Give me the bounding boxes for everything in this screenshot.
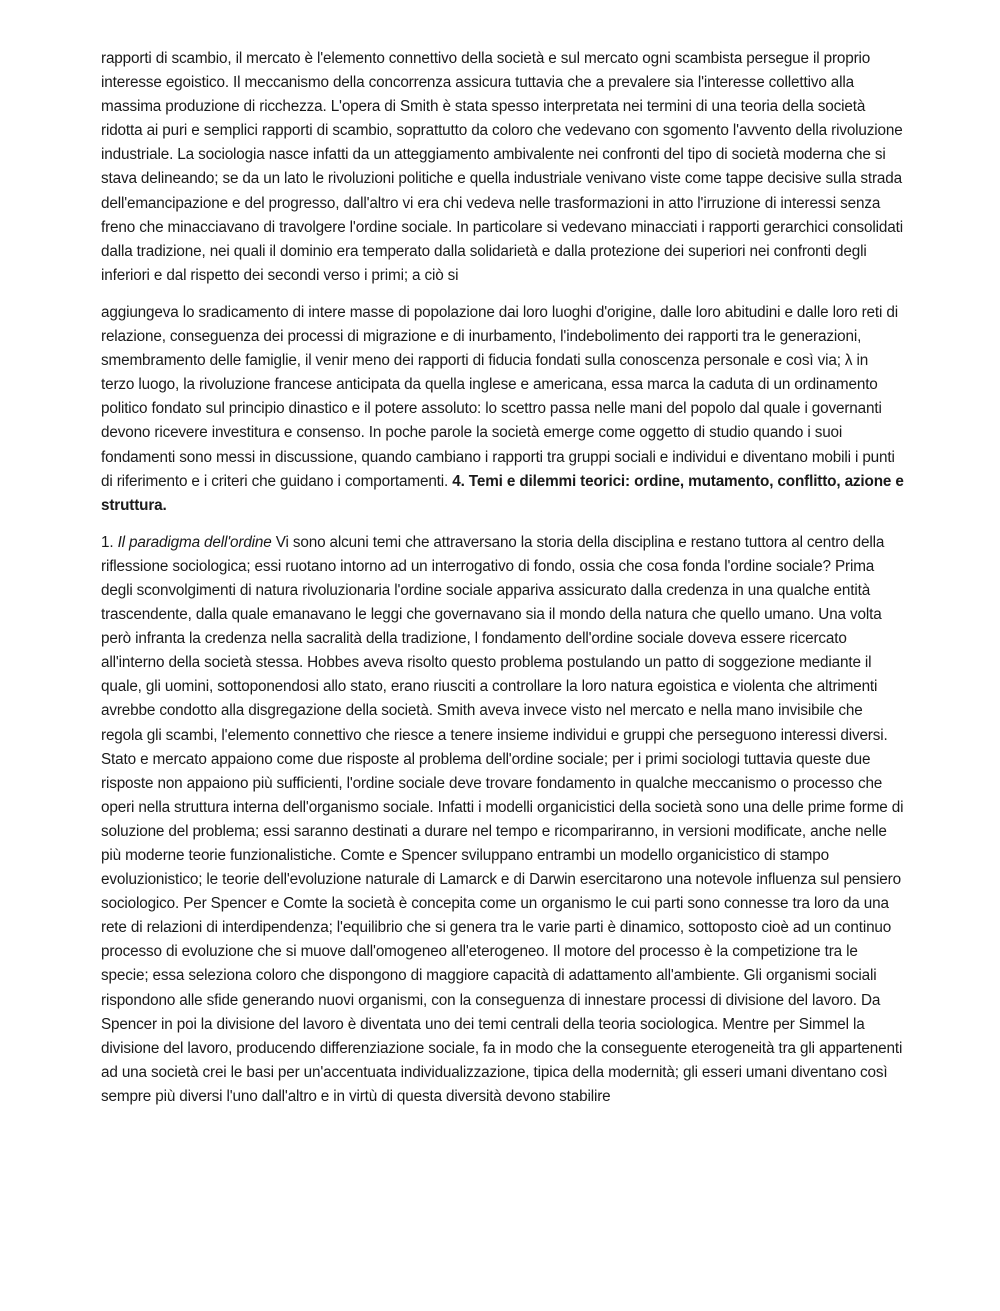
body-paragraph (101, 531, 905, 1109)
subsection-title: Il paradigma dell'ordine (117, 533, 272, 551)
paragraph-text: Vi sono alcuni temi che attraversano la storia della disciplina e restano tuttora al centro della riflessione sociologica; essi ruotano intorno ad un interrogativo di fondo, ossia che cosa fonda l'ordine sociale? Prima degli sconvolgimenti di natura rivoluzionaria l'ordine sociale appariva assicurato dalla credenza in una qualche entità trascendente, dalla quale emanavano le leggi che governavano sia il mondo della natura che quello umano. Una volta però infranta la credenza nella sacralità della tradizione, l fondamento dell'ordine sociale doveva essere ricercato all'interno della società stessa. Hobbes aveva risolto questo problema postulando un patto di soggezione mediante il quale, gli uomini, sottoponendosi allo stato, erano riusciti a controllare la loro natura egoistica e violenta che altrimenti avrebbe condotto alla disgregazione della società. Smith aveva invece visto nel mercato e nella mano invisibile che regola gli scambi, l'elemento connettivo che riesce a tenere insieme individui e gruppi che perseguono interessi diversi. Stato e mercato appaiono come due risposte al problema dell'ordine sociale; per i primi sociologi tuttavia queste due risposte non appaiono più sufficienti, l'ordine sociale deve trovare fondamento in qualche meccanismo o processo che operi nella struttura interna dell'organismo sociale. Infatti i modelli organicistici della società sono una delle prime forme di soluzione del problema; essi saranno destinati a durare nel tempo e ricompariranno, in versioni modificate, anche nelle più moderne teorie funzionalistiche. Comte e Spencer sviluppano entrambi un modello organicistico di stampo evoluzionistico; le teorie dell'evoluzione naturale di Lamarck e di Darwin esercitarono una notevole influenza sul pensiero sociologico. Per Spencer e Comte la società è concepita come un organismo le cui parti sono connesse tra loro da una rete di relazioni di interdipendenza; l'equilibrio che si genera tra le varie parti è dinamico, sottoposto cioè ad un continuo processo di evoluzione che si muove dall'omogeneo all'eterogeneo. Il motore del processo è la competizione tra le specie; essa seleziona coloro che dispongono di maggiore capacità di adattamento all'ambiente. Gli organismi sociali rispondono alle sfide generando nuovi organismi, con la conseguenza di innestare processi di divisione del lavoro. Da Spencer in poi la divisione del lavoro è diventata uno dei temi centrali della teoria sociologica. Mentre per Simmel la divisione del lavoro, producendo differenziazione sociale, fa in modo che la conseguente eterogeneità tra gli appartenenti ad una società crei le basi per un'accentuata individualizzazione, tipica della modernità; gli esseri umani diventano così sempre più diversi l'uno dall'altro e in virtù di questa diversità devono stabilire (101, 533, 904, 1105)
paragraph-text: aggiungeva lo sradicamento di intere masse di popolazione dai loro luoghi d'origine, dalle loro abitudini e dalle loro reti di relazione, conseguenza dei processi di migrazione e di inurbamento, l'indebolimento dei rapporti tra le generazioni, smembramento delle famiglie, il venir meno dei rapporti di fiducia fondati sulla conoscenza personale e così via; λ in terzo luogo, la rivoluzione francese anticipata da quella inglese e americana, essa marca la caduta di un ordinamento politico fondato sul principio dinastico e il potere assoluto: lo scettro passa nelle mani del popolo dal quale i governanti devono ricevere investitura e consenso. In poche parole la società emerge come oggetto di studio quando i suoi fondamenti sono messi in discussione, quando cambiano i rapporti tra gruppi sociali e individui e diventano mobili i punti di riferimento e i criteri che guidano i comportamenti. (101, 303, 898, 490)
body-paragraph (101, 47, 905, 288)
paragraph-text: rapporti di scambio, il mercato è l'elemento connettivo della società e sul mercato ogni scambista persegue il proprio interesse egoistico. Il meccanismo della concorrenza assicura tuttavia che a prevalere sia l'interesse collettivo alla massima produzione di ricchezza. L'opera di Smith è stata spesso interpretata nei termini di una teoria della società ridotta ai puri e semplici rapporti di scambio, soprattutto da coloro che vedevano con sgomento l'avvento della rivoluzione industriale. La sociologia nasce infatti da un atteggiamento ambivalente nei confronti del tipo di società moderna che si stava delineando; se da un lato le rivoluzioni politiche e quella industriale venivano viste come tappe decisive sulla strada dell'emancipazione e del progresso, dall'altro vi era chi vedeva nelle trasformazioni in atto l'irruzione di interessi senza freno che minacciavano di travolgere l'ordine sociale. In particolare si vedevano minacciati i rapporti gerarchici consolidati dalla tradizione, nei quali il dominio era temperato dalla solidarietà e dalla protezione dei superiori nei confronti degli inferiori e dal rispetto dei secondi verso i primi; a ciò si (101, 50, 903, 284)
body-paragraph (101, 301, 905, 518)
section-heading: 4. Temi e dilemmi teorici: ordine, mutamento, conflitto, azione e struttura. (101, 472, 904, 514)
paragraph-number: 1. (101, 533, 118, 551)
